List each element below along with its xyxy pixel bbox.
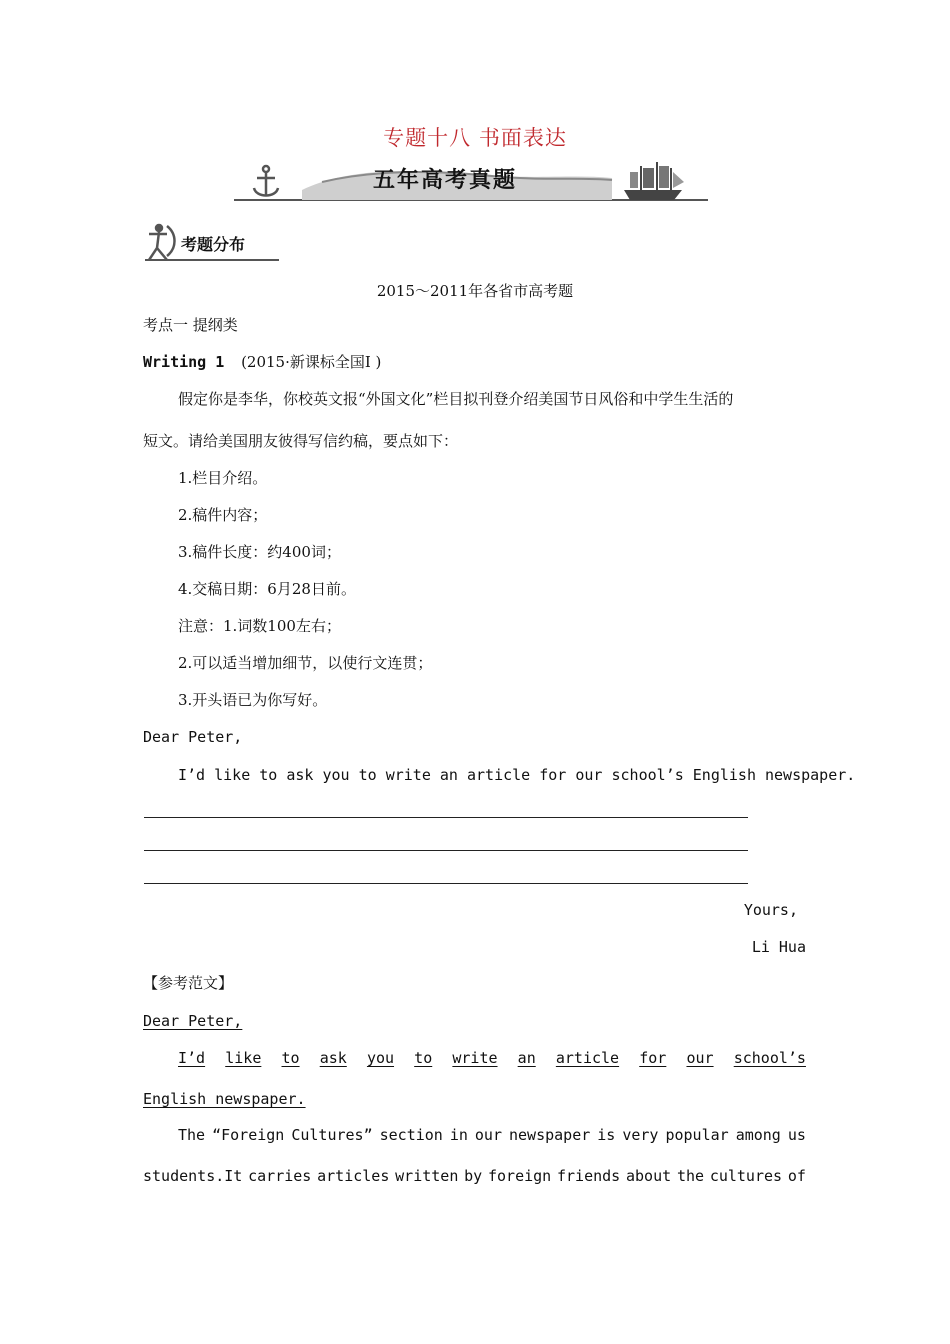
model-word: ask bbox=[319, 1049, 347, 1067]
point-item: 2.稿件内容； bbox=[178, 506, 268, 524]
model-word: our bbox=[686, 1049, 714, 1067]
model-word: for bbox=[639, 1049, 667, 1067]
subtitle: 2015～2011年各省市高考题 bbox=[376, 282, 574, 300]
model-word: school’s bbox=[733, 1049, 806, 1067]
letter-salutation: Dear Peter, bbox=[143, 728, 243, 746]
note-item: 注意：1.词数100左右； bbox=[178, 617, 341, 635]
model-word: of bbox=[787, 1167, 806, 1185]
model-word: by bbox=[464, 1167, 483, 1185]
writing-heading bbox=[143, 352, 381, 372]
anchor-icon bbox=[254, 166, 278, 196]
model-line bbox=[178, 1125, 806, 1145]
model-word: Cultures” bbox=[291, 1126, 373, 1144]
model-word: popular bbox=[665, 1126, 729, 1144]
topic-heading: 考点一 提纲类 bbox=[143, 316, 238, 334]
model-word: section bbox=[379, 1126, 443, 1144]
model-word: in bbox=[449, 1126, 468, 1144]
prompt-line: 假定你是李华，你校英文报“外国文化”栏目拟刊登介绍美国节日风俗和中学生生活的 bbox=[178, 390, 734, 408]
model-word: articles bbox=[317, 1167, 390, 1185]
model-word: I’d bbox=[178, 1049, 206, 1067]
model-word: The bbox=[178, 1126, 206, 1144]
model-salutation: Dear Peter, bbox=[143, 1012, 243, 1030]
model-word: written bbox=[395, 1167, 459, 1185]
answer-line bbox=[144, 883, 748, 884]
model-label: 【参考范文】 bbox=[143, 974, 234, 992]
point-item: 3.稿件长度：约400词； bbox=[178, 543, 341, 561]
model-word: carries bbox=[248, 1167, 312, 1185]
note-item: 3.开头语已为你写好。 bbox=[178, 691, 328, 709]
letter-signature: Li Hua bbox=[751, 938, 806, 956]
banner-label: 五年高考真题 bbox=[373, 168, 518, 193]
letter-opening: I’d like to ask you to write an article for our school’s English newspaper. bbox=[178, 766, 856, 784]
model-word: to bbox=[414, 1049, 433, 1067]
model-word: our bbox=[474, 1126, 502, 1144]
model-word: among bbox=[735, 1126, 781, 1144]
model-word: students.It bbox=[143, 1167, 243, 1185]
prompt-line: 短文。请给美国朋友彼得写信约稿，要点如下： bbox=[143, 432, 459, 450]
model-word: write bbox=[452, 1049, 498, 1067]
model-word: is bbox=[597, 1126, 616, 1144]
model-word: like bbox=[225, 1049, 262, 1067]
model-line bbox=[178, 1048, 806, 1068]
model-word: you bbox=[366, 1049, 395, 1067]
model-word: an bbox=[517, 1049, 536, 1067]
model-word: us bbox=[787, 1126, 806, 1144]
model-line: English newspaper. bbox=[143, 1090, 306, 1108]
point-item: 4.交稿日期：6月28日前。 bbox=[178, 580, 356, 598]
letter-closing: Yours, bbox=[743, 901, 798, 919]
answer-line bbox=[144, 817, 748, 818]
page-title: 专题十八 书面表达 bbox=[383, 126, 567, 150]
writing-label: Writing 1 bbox=[143, 353, 225, 371]
model-word: foreign bbox=[488, 1167, 552, 1185]
note-item: 2.可以适当增加细节，以使行文连贯； bbox=[178, 654, 433, 672]
model-word: to bbox=[281, 1049, 300, 1067]
model-word: friends bbox=[557, 1167, 621, 1185]
point-item: 1.栏目介绍。 bbox=[178, 469, 268, 487]
model-line bbox=[143, 1166, 806, 1186]
model-word: article bbox=[555, 1049, 620, 1067]
writing-source: (2015·新课标全国Ⅰ ) bbox=[241, 353, 382, 371]
model-word: about bbox=[626, 1167, 672, 1185]
section-label: 考题分布 bbox=[181, 235, 246, 254]
sailing-ship-icon bbox=[624, 162, 684, 200]
model-word: cultures bbox=[709, 1167, 783, 1185]
model-word: very bbox=[622, 1126, 659, 1144]
model-word: newspaper bbox=[509, 1126, 591, 1144]
archer-icon bbox=[149, 225, 175, 260]
model-word: the bbox=[676, 1167, 705, 1185]
answer-line bbox=[144, 850, 748, 851]
model-word: “Foreign bbox=[212, 1126, 285, 1144]
